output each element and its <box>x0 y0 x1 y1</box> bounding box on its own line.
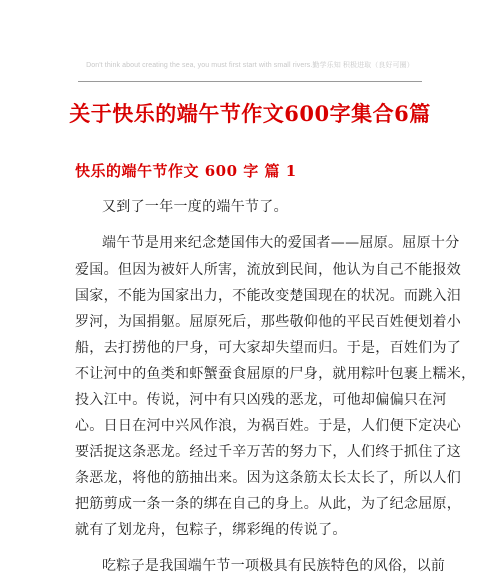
paragraph-line-10: 要活捉这条恶龙。经过千辛万苦的努力下，人们终于抓住了这 <box>75 444 462 460</box>
document-title: 关于快乐的端午节作文600字集合6篇 <box>69 101 431 126</box>
header-divider <box>78 81 422 82</box>
paragraph-line-8: 投入江中。传说，河中有只凶残的恶龙，可他却偏偏只在河 <box>75 392 447 408</box>
paragraph-line-9: 心。日日在河中兴风作浪，为祸百姓。于是，人们便下定决心 <box>75 418 462 434</box>
paragraph-line-5: 罗河，为国捐躯。屈原死后，那些敬仰他的平民百姓便划着小 <box>75 314 462 330</box>
paragraph-line-1: 又到了一年一度的端午节了。 <box>102 199 288 215</box>
paragraph-line-7: 不让河中的鱼类和虾蟹蚕食屈原的尸身，就用粽叶包裹上糯米， <box>75 366 476 382</box>
paragraph-line-12: 把筋剪成一条一条的绑在自己的身上。从此，为了纪念屈原， <box>75 496 462 512</box>
paragraph-line-3: 爱国。但因为被奸人所害，流放到民间，他认为自己不能报效 <box>75 262 462 278</box>
paragraph-line-11: 条恶龙，将他的筋抽出来。因为这条筋太长太长了，所以人们 <box>75 470 462 486</box>
page-header-quote: Don't think about creating the sea, you must first start with small rivers.勤学乐知 积极进取（良好可圈） <box>86 62 414 69</box>
paragraph-line-6: 船，去打捞他的尸身，可大家却失望而归。于是，百姓们为了 <box>75 340 462 356</box>
section-heading: 快乐的端午节作文 600 字 篇 1 <box>75 162 297 180</box>
paragraph-line-13: 就有了划龙舟，包粽子，绑彩绳的传说了。 <box>75 522 347 538</box>
paragraph-line-2: 端午节是用来纪念楚国伟大的爱国者——屈原。屈原十分 <box>102 235 460 251</box>
paragraph-line-14: 吃粽子是我国端午节一项极具有民族特色的风俗，以前 <box>102 558 446 574</box>
paragraph-line-4: 国家，不能为国家出力，不能改变楚国现在的状况。而跳入汨 <box>75 288 462 304</box>
